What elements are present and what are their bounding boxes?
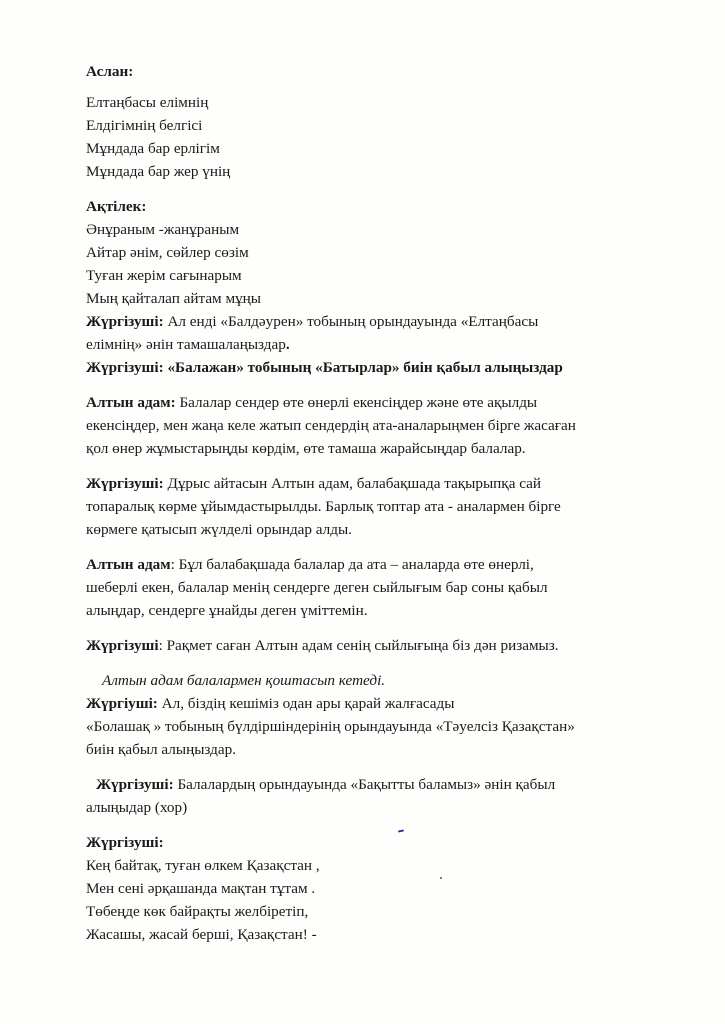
paragraph-line <box>86 553 686 576</box>
speaker-label: Жүргізуші: <box>86 834 164 851</box>
verse-line: Кең байтақ, туған өлкем Қазақстан , <box>86 857 320 874</box>
paragraph-line: алыңыдар (хор) <box>86 799 188 816</box>
verse-line: Туған жерім сағынарым <box>86 267 242 284</box>
paragraph-text: Ал енді «Балдәурен» тобының орындауында «Елтаңбасы <box>163 313 539 330</box>
speaker-label: Жүргізуші: <box>86 475 164 492</box>
verse-line: Жасашы, жасай берші, Қазақстан! - <box>86 926 317 943</box>
paragraph-line <box>86 310 686 333</box>
paragraph-line <box>86 391 686 414</box>
verse-line: Мың қайталап айтам мұңы <box>86 290 261 307</box>
ink-dot <box>440 877 442 879</box>
speaker-label: Жүргіуші: <box>86 695 158 712</box>
paragraph-text: Балалардың орындауында «Бақытты баламыз» әнін қабыл <box>173 776 556 793</box>
speaker-label: Жүргізуші: <box>86 313 164 330</box>
verse-line: Елтаңбасы елімнің <box>86 94 209 111</box>
speaker-label: Алтын адам: <box>86 394 176 411</box>
paragraph-line: көрмеге қатысып жүлделі орындар алды. <box>86 521 352 538</box>
verse-line: Мен сені әрқашанда мақтан тұтам . <box>86 880 316 897</box>
paragraph-line: қол өнер жұмыстарыңды көрдім, өте тамаша жарайсыңдар балалар. <box>86 440 526 457</box>
paragraph-line: екенсіңдер, мен жаңа келе жатып сендердің ата-аналарыңмен бірге жасаған <box>86 417 576 434</box>
verse-line: Мұндада бар ерлігім <box>86 140 220 157</box>
paragraph-line <box>86 634 686 657</box>
paragraph-line: топаралық көрме ұйымдастырылды. Барлық топтар ата - аналармен бірге <box>86 498 561 515</box>
speaker-label: Жүргізуші <box>86 637 159 654</box>
paragraph-line: «Болашақ » тобының бүлдіршіндерінің орындауында «Тәуелсіз Қазақстан» <box>86 718 575 735</box>
paragraph-text: Балалар сендер өте өнерлі екенсіңдер және өте ақылды <box>175 394 538 411</box>
document-content <box>86 60 686 946</box>
speaker-label: Жүргізуші: <box>96 776 174 793</box>
verse-line: Елдігімнің белгісі <box>86 117 203 134</box>
paragraph-line <box>86 773 686 796</box>
verse-line: Айтар әнім, сөйлер сөзім <box>86 244 249 261</box>
paragraph-line: биін қабыл алыңыздар. <box>86 741 236 758</box>
announcement-line: Жүргізуші: «Балажан» тобының «Батырлар» биін қабыл алыңыздар <box>86 359 563 376</box>
paragraph-text: : Рақмет саған Алтын адам сенің сыйлығыңа біз дән ризамыз. <box>158 637 559 654</box>
speaker-label: Алтын адам <box>86 556 171 573</box>
stage-direction: Алтын адам балалармен қоштасып кетеді. <box>102 672 386 689</box>
verse-line: Әнұраным -жанұраным <box>86 221 240 238</box>
paragraph-line <box>86 472 686 495</box>
speaker-aktilek: Ақтілек: <box>86 198 147 215</box>
paragraph-text: Ал, біздің кешіміз одан ары қарай жалғасады <box>157 695 455 712</box>
paragraph-text: . <box>285 336 290 353</box>
paragraph-text: елімнің» әнін тамашалаңыздар <box>86 336 286 353</box>
verse-line: Төбеңде көк байрақты желбіретіп, <box>86 903 309 920</box>
paragraph-line <box>86 333 686 356</box>
paragraph-line: алыңдар, сендерге ұнайды деген үміттемін. <box>86 602 368 619</box>
verse-line: Мұндада бар жер үнің <box>86 163 231 180</box>
paragraph-text: Дұрыс айтасын Алтын адам, балабақшада тақырыпқа сай <box>163 475 542 492</box>
paragraph-line: шеберлі екен, балалар менің сендерге деген сыйлығым бар соны қабыл <box>86 579 548 596</box>
speaker-aslan: Аслан: <box>86 63 134 80</box>
paragraph-text: : Бұл балабақшада балалар да ата – аналарда өте өнерлі, <box>170 556 534 573</box>
paragraph-line <box>86 692 686 715</box>
